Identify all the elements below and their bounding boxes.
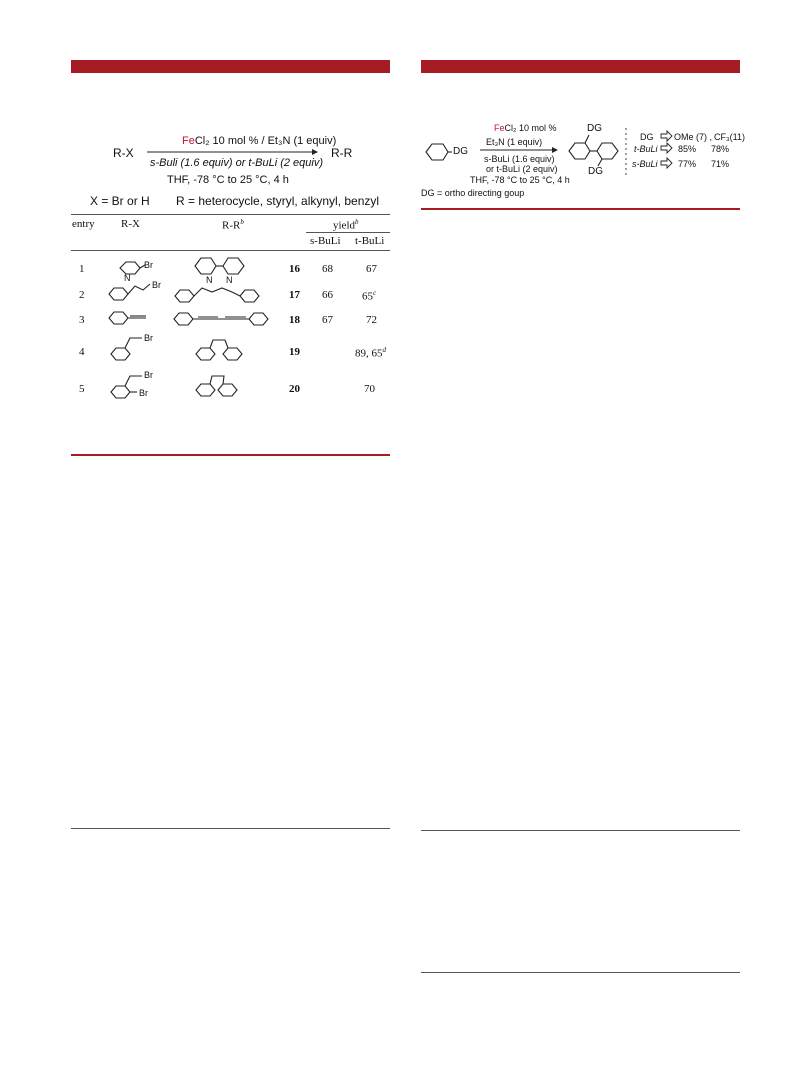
row1-entry: 1 [79,263,85,275]
row2-yield-s: 66 [322,289,333,301]
row5-entry: 5 [79,383,85,395]
row2-compound: 17 [289,289,300,301]
right-catalyst [494,123,557,133]
row4-yield-t-value: 89, 65 [355,347,383,360]
row3-yield-s: 67 [322,314,333,326]
row1-br-label: Br [144,260,153,270]
legend-ome: OMe (7) , [674,132,713,142]
right-footnote: DG = ortho directing goup [421,188,525,198]
right-lower-rule-2 [421,972,740,973]
col-rr-label: R-R [222,219,241,232]
row1-rr-n-glyph-b: N [226,275,233,285]
row5-br-label-top: Br [144,370,153,380]
row4-yield-t-footnote: d [382,346,386,354]
sbu-cf3-yield: 71% [711,159,730,169]
legend-arrow-icon-sbu [661,158,672,168]
col-entry: entry [72,218,95,230]
product-ring-a [569,143,590,159]
right-line5: THF, -78 °C to 25 °C, 4 h [470,175,570,185]
right-catalyst-rest: Cl₂ 10 mol % [504,123,557,133]
row5-compound: 20 [289,383,300,395]
sbu-label: s-BuLi [632,159,658,169]
left-x-definition: X = Br or H [90,194,150,208]
product-dg-top-label: DG [587,123,602,134]
col-rx: R-X [121,218,140,230]
row5-yield-t: 70 [364,383,375,395]
col-yield-footnote: b [355,218,359,226]
row1-yield-s: 68 [322,263,333,275]
right-line3: s-BuLi (1.6 equiv) [484,154,555,164]
left-reactant: R-X [113,146,134,160]
legend-arrow-icon-tbu [661,143,672,153]
row1-compound: 16 [289,263,300,275]
row1-yield-t: 67 [366,263,377,275]
row2-br-label: Br [152,280,161,290]
row1-rr-n-glyph-a: N [206,275,213,285]
row3-entry: 3 [79,314,85,326]
col-tbuli: t-BuLi [355,235,385,247]
legend-arrow-icons [661,131,672,168]
row3-compound: 18 [289,314,300,326]
left-r-definition: R = heterocycle, styryl, alkynyl, benzyl [176,194,380,208]
tbu-label: t-BuLi [634,144,658,154]
sbu-ome-yield: 77% [678,159,697,169]
row2-yield-t-footnote: c [373,289,377,297]
product-dg-bottom-label: DG [588,166,603,177]
left-catalyst-rest: Cl₂ 10 mol % / Et₃N (1 equiv) [194,135,337,147]
left-conditions: THF, -78 °C to 25 °C, 4 h [167,174,289,186]
col-rr-footnote: b [240,218,244,226]
tbu-ome-yield: 85% [678,144,697,154]
row2-entry: 2 [79,289,85,301]
reactant-dg-label: DG [453,146,468,157]
left-catalyst-metal: Fe [182,135,195,147]
row5-br-label-side: Br [139,388,148,398]
row4-compound: 19 [289,346,300,358]
row4-br-label: Br [144,333,153,343]
col-sbuli: s-BuLi [310,235,341,247]
legend-arrow-icon-dg [661,131,672,141]
right-lower-rule-1 [421,830,740,831]
left-product: R-R [331,146,353,160]
row3-yield-t: 72 [366,314,377,326]
row2-yield-t-value: 65 [362,290,373,303]
right-bottom-red-rule [421,208,740,210]
left-base: s-Buli (1.6 equiv) or t-BuLi (2 equiv) [150,157,324,169]
col-yield-label: yield [333,219,355,232]
right-catalyst-metal: Fe [494,123,505,133]
legend-cf3: CF₃(11) [714,132,745,142]
reactant-ring [426,144,448,160]
product-ring-b [597,143,618,159]
row1-rx-n-glyph: N [124,273,131,283]
right-arrowhead [552,147,558,153]
row4-entry: 4 [79,346,85,358]
right-line4: or t-BuLi (2 equiv) [486,164,558,174]
legend-dg: DG [640,132,654,142]
tbu-cf3-yield: 78% [711,144,730,154]
right-line2: Et₃N (1 equiv) [486,137,543,147]
